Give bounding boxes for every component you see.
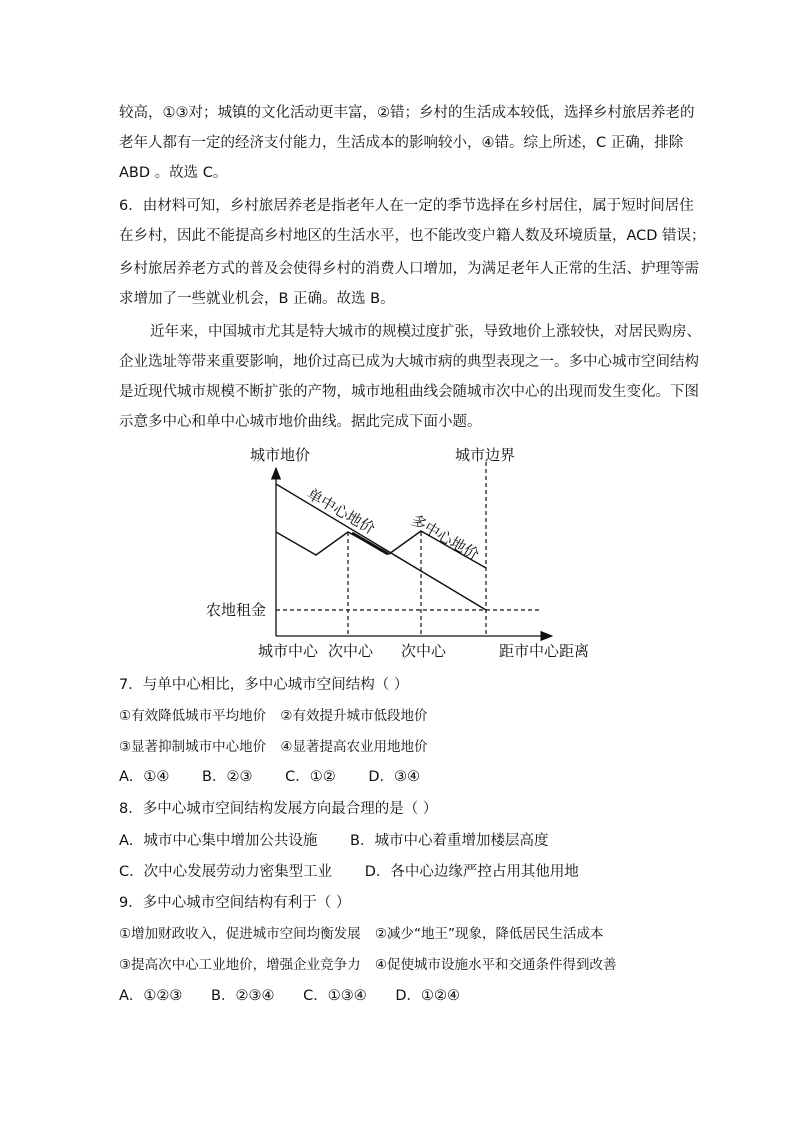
q8-option-d[interactable]: D．各中心边缘严控占用其他用地 [364, 864, 579, 880]
paragraph-line: 较高，①③对；城镇的文化活动更丰富，②错；乡村的生活成本较低，选择乡村旅居养老的 [119, 105, 695, 121]
question-7-stem: 7．与单中心相比，多中心城市空间结构（ ） [119, 677, 409, 693]
question-9-options [119, 986, 460, 1006]
q7-option-c[interactable]: C．①② [285, 769, 336, 785]
q8-option-b[interactable]: B．城市中心着重增加楼层高度 [350, 833, 549, 849]
land-price-chart [0, 440, 794, 670]
answer-6-line: 求增加了一些就业机会，B 正确。故选 B。 [119, 291, 395, 307]
q8-option-a[interactable]: A．城市中心集中增加公共设施 [119, 833, 318, 849]
x-tick-subcenter-1: 次中心 [328, 642, 374, 660]
answer-6-line: 6．由材料可知，乡村旅居养老是指老年人在一定的季节选择在乡村居住，属于短时间居住 [119, 198, 694, 214]
answer-6-line: 在乡村，因此不能提高乡村地区的生活水平，也不能改变户籍人数及环境质量，ACD 错误； [119, 228, 706, 244]
q7-item: ②有效提升城市低段地价 [280, 708, 428, 724]
x-tick-center: 城市中心 [258, 642, 319, 660]
farm-rent-label: 农地租金 [206, 601, 267, 619]
question-9-stem: 9．多中心城市空间结构有利于（ ） [119, 895, 351, 911]
x-tick-subcenter-2: 次中心 [401, 642, 447, 660]
q7-option-d[interactable]: D．③④ [368, 769, 420, 785]
question-8-options-row [119, 831, 548, 851]
y-axis-label: 城市地价 [250, 446, 311, 464]
q8-option-c[interactable]: C．次中心发展劳动力密集型工业 [119, 864, 333, 880]
q9-item: ①增加财政收入，促进城市空间均衡发展 [119, 926, 361, 942]
question-7-items-row [119, 737, 428, 757]
q9-option-a[interactable]: A．①②③ [119, 988, 183, 1004]
answer-6-line: 乡村旅居养老方式的普及会使得乡村的消费人口增加，为满足老年人正常的生活、护理等需 [119, 261, 699, 277]
question-7-items-row [119, 706, 428, 726]
boundary-label: 城市边界 [455, 446, 516, 464]
single-center-series-label: 单中心地价 [304, 484, 378, 538]
question-9-items-row [119, 955, 617, 975]
q7-option-b[interactable]: B．②③ [202, 769, 253, 785]
q7-option-a[interactable]: A．①④ [119, 769, 170, 785]
x-axis-label: 距市中心距离 [499, 642, 590, 660]
paragraph-line: 老年人都有一定的经济支付能力，生活成本的影响较小，④错。综上所述，C 正确，排除 [119, 135, 684, 151]
multi-center-series-label: 多中心地价 [408, 510, 482, 564]
material-line: 是近现代城市规模不断扩张的产物，城市地租曲线会随城市次中心的出现而发生变化。下图 [119, 384, 699, 400]
material-line: 近年来，中国城市尤其是特大城市的规模过度扩张，导致地价上涨较快，对居民购房、 [150, 324, 701, 340]
material-line: 企业选址等带来重要影响，地价过高已成为大城市病的典型表现之一。多中心城市空间结构 [119, 354, 699, 370]
material-line: 示意多中心和单中心城市地价曲线。据此完成下面小题。 [119, 414, 482, 430]
q7-item: ④显著提高农业用地地价 [280, 739, 428, 755]
question-8-options-row [119, 862, 579, 882]
q9-option-c[interactable]: C．①③④ [303, 988, 367, 1004]
question-9-items-row [119, 924, 604, 944]
q9-item: ④促使城市设施水平和交通条件得到改善 [374, 957, 617, 973]
q9-item: ③提高次中心工业地价，增强企业竞争力 [119, 957, 361, 973]
question-7-options [119, 767, 420, 787]
q9-option-b[interactable]: B．②③④ [211, 988, 275, 1004]
q7-item: ③显著抑制城市中心地价 [119, 739, 267, 755]
q7-item: ①有效降低城市平均地价 [119, 708, 267, 724]
q9-item: ②减少“地王”现象，降低居民生活成本 [374, 926, 604, 942]
question-8-stem: 8．多中心城市空间结构发展方向最合理的是（ ） [119, 801, 438, 817]
paragraph-line: ABD 。故选 C。 [119, 165, 228, 181]
q9-option-d[interactable]: D．①②④ [395, 988, 460, 1004]
